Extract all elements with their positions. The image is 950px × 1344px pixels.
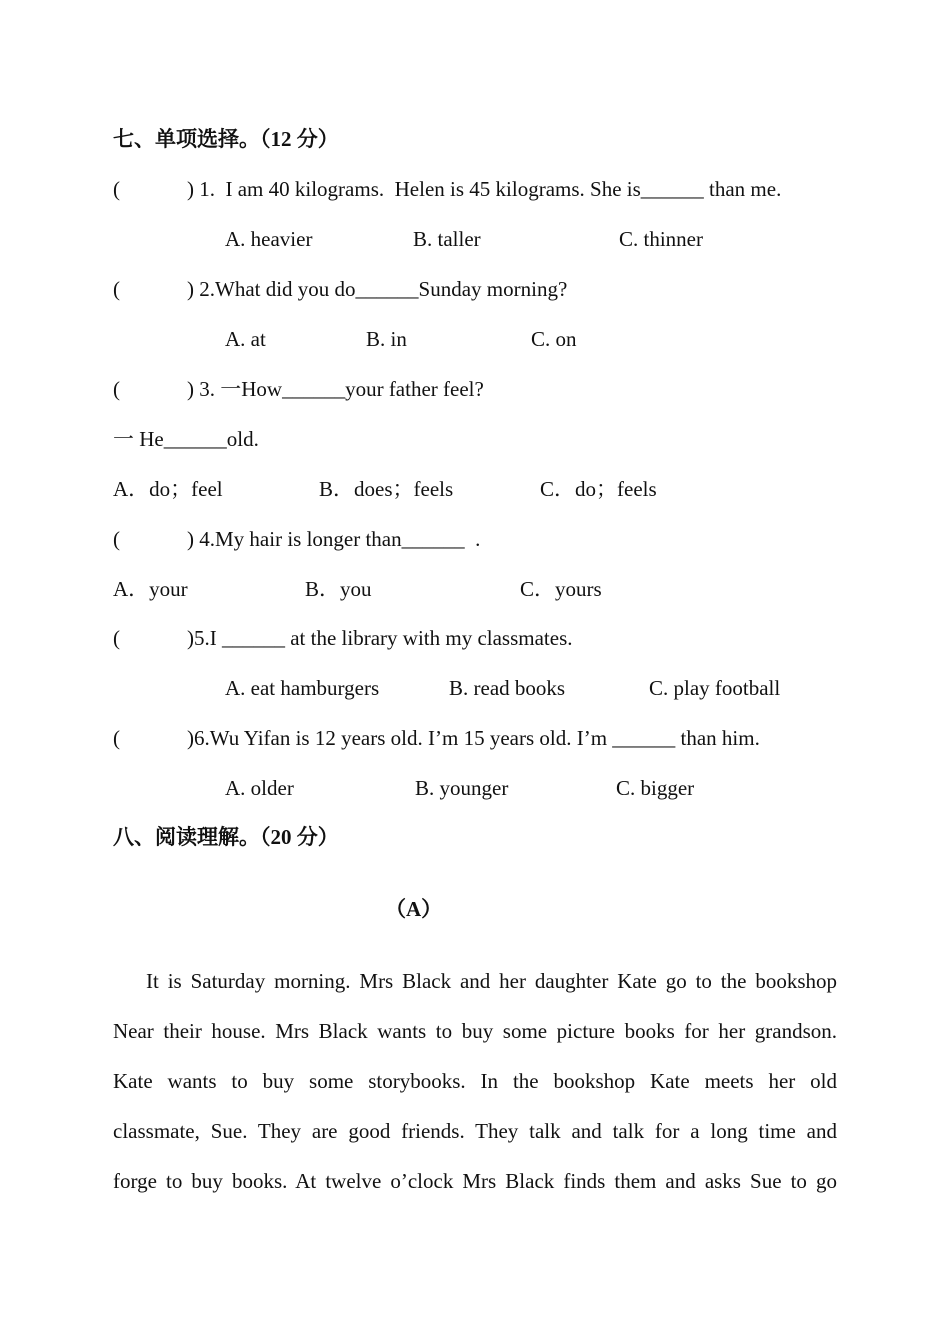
q5-option-b: B. read books: [449, 676, 566, 700]
passage-line-4: classmate, Sue. They are good friends. They talk and talk for a long time and: [113, 1119, 837, 1143]
q6-paren[interactable]: (: [113, 726, 120, 750]
passage-line-3: Kate wants to buy some storybooks. In the bookshop Kate meets her old: [113, 1069, 837, 1093]
q1-stem: ) 1. I am 40 kilograms. Helen is 45 kilograms. She is______ than me.: [187, 177, 782, 201]
q2-stem: ) 2.What did you do______Sunday morning?: [187, 277, 568, 301]
q2-option-a: A. at: [225, 327, 266, 351]
q1-paren[interactable]: (: [113, 177, 120, 201]
q4-option-a: A．your: [113, 577, 188, 601]
q3-stem: ) 3. 一How______your father feel?: [187, 377, 484, 401]
q6-option-a: A. older: [225, 776, 294, 800]
q1-option-c: C. thinner: [619, 227, 703, 251]
q5-paren[interactable]: (: [113, 626, 120, 650]
q3-option-c: C．do；feels: [540, 477, 657, 501]
q2-option-c: C. on: [531, 327, 577, 351]
q1-option-a: A. heavier: [225, 227, 313, 251]
q3-answer-line: 一 He______old.: [113, 427, 259, 451]
q3-paren[interactable]: (: [113, 377, 120, 401]
q5-stem: )5.I ______ at the library with my classmates.: [187, 626, 573, 650]
passage-line-1: It is Saturday morning. Mrs Black and her daughter Kate go to the bookshop: [146, 969, 837, 993]
q3-option-b: B．does；feels: [319, 477, 454, 501]
q4-option-b: B．you: [305, 577, 372, 601]
passage-line-5: forge to buy books. At twelve o’clock Mrs Black finds them and asks Sue to go: [113, 1169, 837, 1193]
q3-option-a: A．do；feel: [113, 477, 223, 501]
q4-option-c: C．yours: [520, 577, 602, 601]
section-7-heading: 七、单项选择。（12 分）: [113, 127, 339, 151]
section-8-heading: 八、阅读理解。（20 分）: [113, 825, 339, 849]
q6-stem: )6.Wu Yifan is 12 years old. I’m 15 years old. I’m ______ than him.: [187, 726, 760, 750]
q6-option-c: C. bigger: [616, 776, 695, 800]
q6-option-b: B. younger: [415, 776, 509, 800]
q4-stem: ) 4.My hair is longer than______ .: [187, 527, 481, 551]
q5-option-c: C. play football: [649, 676, 781, 700]
passage-line-2: Near their house. Mrs Black wants to buy some picture books for her grandson.: [113, 1019, 837, 1043]
q2-option-b: B. in: [366, 327, 407, 351]
q2-paren[interactable]: (: [113, 277, 120, 301]
passage-label: （A）: [385, 897, 443, 921]
q5-option-a: A. eat hamburgers: [225, 676, 380, 700]
q1-option-b: B. taller: [413, 227, 481, 251]
q4-paren[interactable]: (: [113, 527, 120, 551]
